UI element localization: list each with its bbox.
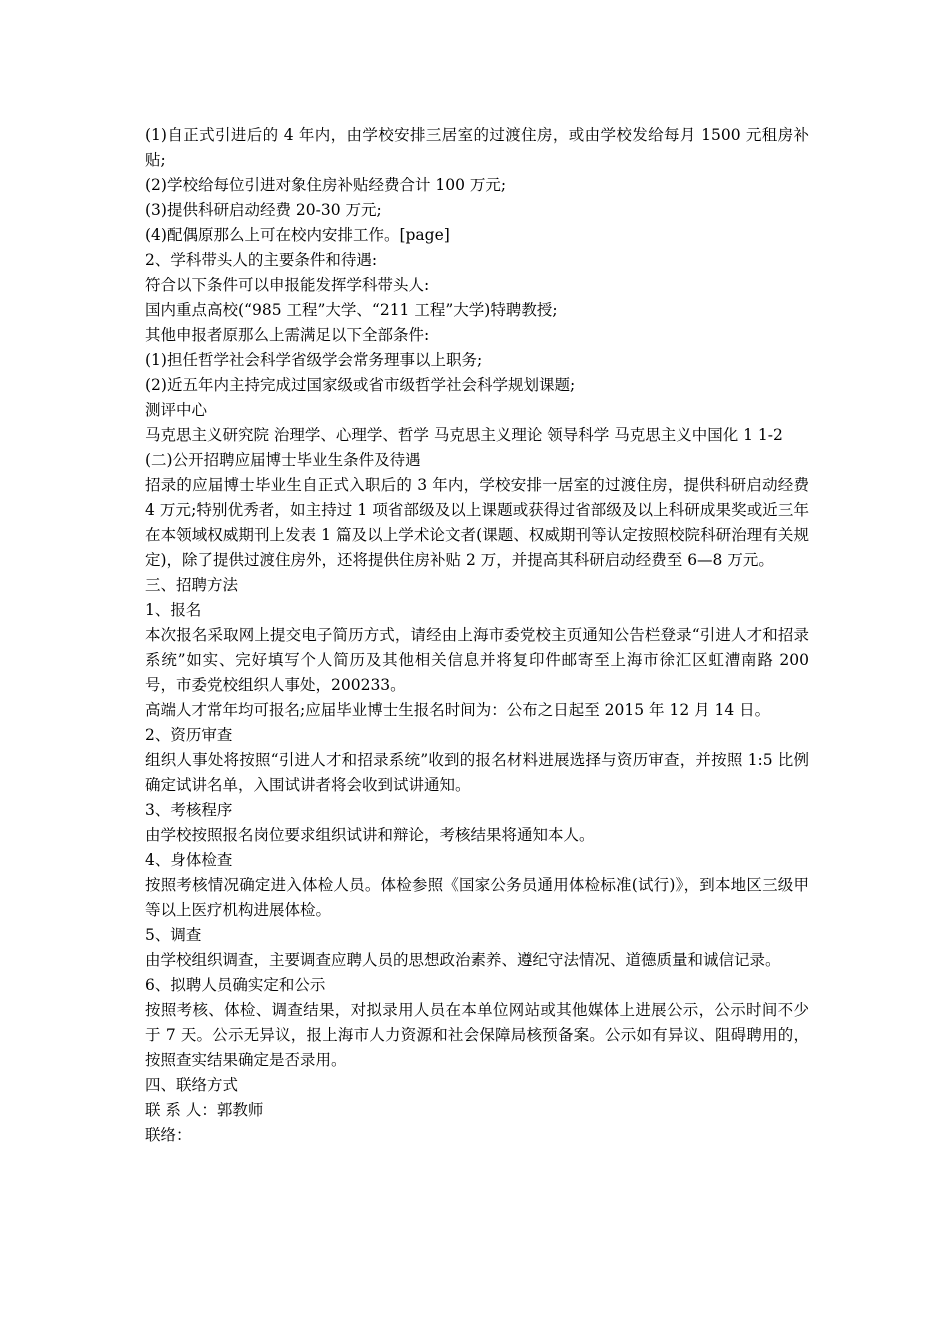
section-heading-recruitment-method: 三、招聘方法 xyxy=(145,576,239,594)
paragraph-medical-exam: 按照考核情况确定进入体检人员。体检参照《国家公务员通用体检标准(试行)》，到本地区三级甲等以上医疗机构进展体检。 xyxy=(145,876,809,919)
paragraph-phd-benefits: 招录的应届博士毕业生自正式入职后的 3 年内，学校安排一居室的过渡住房，提供科研启动经费 4 万元;特别优秀者，如主持过 1 项省部级及以上课题或获得过省部级及以上科研成果奖或近三年在本领域权威期刊上发表 1 篇及以上学术论文者(课题、权威期刊等认定按照校院科研治理有关规定)，除了提供过渡住房外，还将提供住房补贴 2 万，并提高其科研启动经费至 6—8 万元。 xyxy=(145,476,809,569)
step-heading-publicity: 6、拟聘人员确实定和公示 xyxy=(145,976,326,994)
paragraph-other-applicants: 其他申报者原那么上需满足以下全部条件: xyxy=(145,326,430,344)
document-body xyxy=(145,123,809,1148)
contact-phone: 联络： xyxy=(145,1126,192,1144)
step-heading-investigation: 5、调查 xyxy=(145,926,202,944)
paragraph-registration-details: 本次报名采取网上提交电子简历方式，请经由上海市委党校主页通知公告栏登录“引进人才和招录系统”如实、完好填写个人简历及其他相关信息并将复印件邮寄至上海市徐汇区虹漕南路 200 号，市委党校组织人事处，200233。 xyxy=(145,626,809,694)
paragraph-key-university-professor: 国内重点高校(“985 工程”大学、“211 工程”大学)特聘教授; xyxy=(145,301,558,319)
paragraph-eligibility-intro: 符合以下条件可以申报能发挥学科带头人: xyxy=(145,276,430,294)
step-heading-qualification-review: 2、资历审查 xyxy=(145,726,233,744)
paragraph-qualification-review: 组织人事处将按照“引进人才和招录系统”收到的报名材料进展选择与资历审查，并按照 1:5 比例确定试讲名单，入围试讲者将会收到试讲通知。 xyxy=(145,751,809,794)
paragraph-departments-line: 马克思主义研究院 治理学、心理学、哲学 马克思主义理论 领导科学 马克思主义中国化 1 1-2 xyxy=(145,426,783,444)
benefit-item-research-funding: (3)提供科研启动经费 20-30 万元; xyxy=(145,201,382,219)
section-heading-contact: 四、联络方式 xyxy=(145,1076,239,1094)
benefit-item-housing-subsidy: (2)学校给每位引进对象住房补贴经费合计 100 万元; xyxy=(145,176,507,194)
step-heading-registration: 1、报名 xyxy=(145,601,202,619)
paragraph-investigation: 由学校组织调查，主要调查应聘人员的思想政治素养、遵纪守法情况、道德质量和诚信记录。 xyxy=(145,951,781,969)
section-heading-phd-graduates: (二)公开招聘应届博士毕业生条件及待遇 xyxy=(145,451,421,469)
step-heading-medical-exam: 4、身体检查 xyxy=(145,851,233,869)
paragraph-publicity: 按照考核、体检、调查结果，对拟录用人员在本单位网站或其他媒体上进展公示，公示时间不少于 7 天。公示无异议，报上海市人力资源和社会保障局核预备案。公示如有异议、阻碍聘用的，按照查实结果确定是否录用。 xyxy=(145,1001,809,1069)
benefit-item-spouse-job: (4)配偶原那么上可在校内安排工作。[page] xyxy=(145,226,450,244)
contact-person: 联 系 人：郭教师 xyxy=(145,1101,264,1119)
step-heading-assessment: 3、考核程序 xyxy=(145,801,233,819)
condition-item-research-project: (2)近五年内主持完成过国家级或省市级哲学社会科学规划课题; xyxy=(145,376,576,394)
paragraph-assessment-center: 测评中心 xyxy=(145,401,208,419)
paragraph-assessment: 由学校按照报名岗位要求组织试讲和辩论，考核结果将通知本人。 xyxy=(145,826,595,844)
section-heading-discipline-leader: 2、学科带头人的主要条件和待遇: xyxy=(145,251,378,269)
benefit-item-housing: (1)自正式引进后的 4 年内，由学校安排三居室的过渡住房，或由学校发给每月 1500 元租房补贴; xyxy=(145,126,809,169)
condition-item-society-role: (1)担任哲学社会科学省级学会常务理事以上职务; xyxy=(145,351,483,369)
paragraph-registration-deadline: 高端人才常年均可报名;应届毕业博士生报名时间为：公布之日起至 2015 年 12 月 14 日。 xyxy=(145,701,771,719)
